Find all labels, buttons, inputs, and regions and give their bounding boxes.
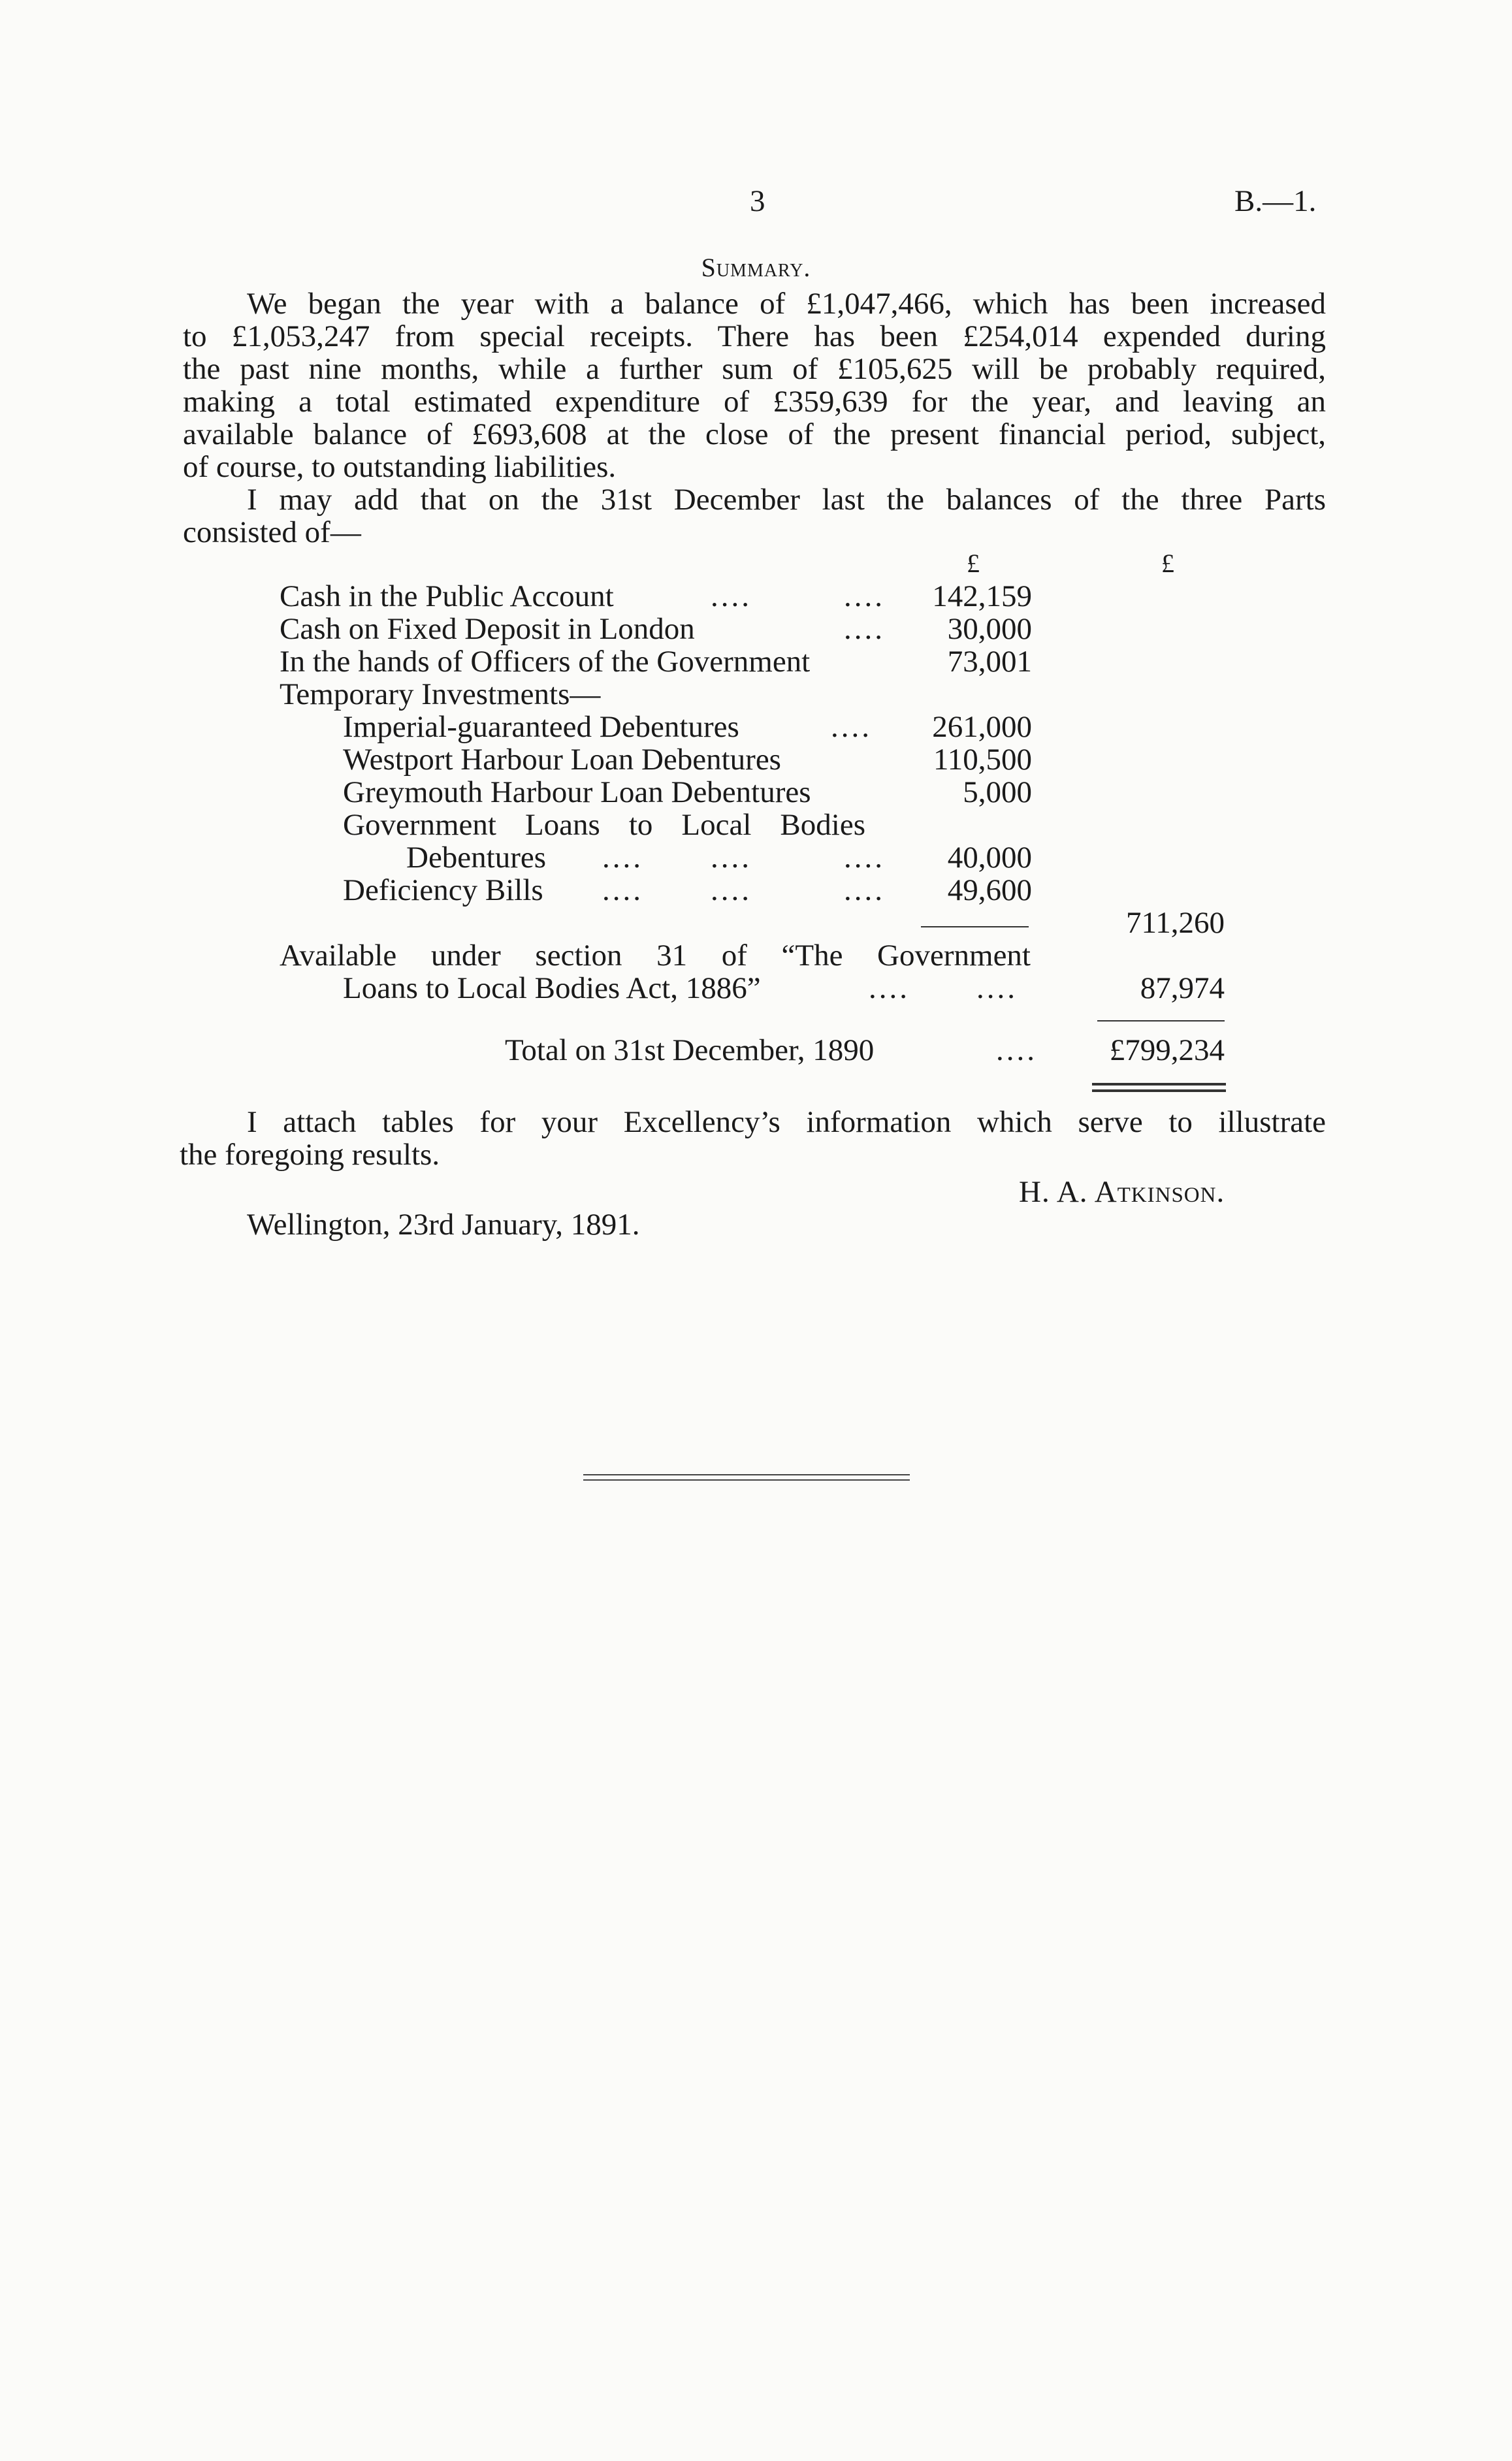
leader-dots: .... [976,971,1018,1005]
end-rule [583,1479,910,1481]
row-value: 5,000 [963,775,1032,809]
end-rule [583,1474,910,1475]
paragraph-line: I may add that on the 31st December last the balances of the three Parts [247,483,1326,517]
leader-dots: .... [844,579,885,613]
row-value: 30,000 [947,612,1032,646]
paragraph-line: We began the year with a balance of £1,047,466, which has been increased [247,287,1326,321]
leader-dots: .... [602,873,643,907]
row-label: Temporary Investments— [280,677,601,711]
row-label: In the hands of Officers of the Government [280,645,811,679]
double-rule [1092,1089,1226,1092]
place-date: Wellington, 23rd January, 1891. [247,1208,640,1242]
subtotal-rule [921,926,1029,927]
paragraph-line: I attach tables for your Excellency’s information which serve to illustrate [247,1105,1326,1139]
leader-dots: .... [831,710,872,744]
row-label: Debentures [406,841,547,875]
available-value: 87,974 [1140,971,1225,1005]
row-value: 261,000 [932,710,1032,744]
row-value: 49,600 [947,873,1032,907]
row-label: Greymouth Harbour Loan Debentures [343,775,811,809]
total-label: Total on 31st December, 1890 [505,1033,875,1067]
pound-column-header: £ [1161,549,1174,578]
paragraph-line: making a total estimated expenditure of £359,639 for the year, and leaving an [183,385,1326,419]
paragraph-line: the foregoing results. [180,1138,440,1172]
leader-dots: .... [844,841,885,875]
double-rule [1092,1083,1226,1086]
leader-dots: .... [711,873,752,907]
row-value: 40,000 [947,841,1032,875]
row-label: Imperial-guaranteed Debentures [343,710,739,744]
row-label: Deficiency Bills [343,873,543,907]
row-value: 73,001 [947,645,1032,679]
summary-heading: Summary. [701,253,811,282]
signature: H. A. Atkinson. [1019,1175,1225,1209]
leader-dots: .... [711,841,752,875]
paragraph-line: consisted of— [183,515,361,549]
available-label: Loans to Local Bodies Act, 1886” [343,971,761,1005]
page-number: 3 [750,184,765,218]
paragraph-line: the past nine months, while a further sum of £105,625 will be probably required, [183,352,1326,386]
paragraph-line: of course, to outstanding liabilities. [183,450,617,484]
leader-dots: .... [996,1033,1037,1067]
leader-dots: .... [869,971,910,1005]
row-label: Cash in the Public Account [280,579,614,613]
paragraph-line: available balance of £693,608 at the close of the present financial period, subject, [183,417,1326,451]
leader-dots: .... [844,873,885,907]
available-label: Available under section 31 of “The Government [280,939,1031,973]
document-reference: B.—1. [1234,184,1317,218]
paragraph-line: to £1,053,247 from special receipts. There has been £254,014 expended during [183,319,1326,353]
row-label: Cash on Fixed Deposit in London [280,612,695,646]
row-value: 110,500 [933,743,1032,777]
leader-dots: .... [711,579,752,613]
row-label: Government Loans to Local Bodies [343,808,865,842]
row-label: Westport Harbour Loan Debentures [343,743,781,777]
leader-dots: .... [602,841,643,875]
leader-dots: .... [844,612,885,646]
total-value: £799,234 [1109,1033,1225,1067]
subtotal-value: 711,260 [1125,906,1225,940]
pound-column-header: £ [967,549,980,578]
total-rule [1097,1020,1225,1021]
row-value: 142,159 [932,579,1032,613]
